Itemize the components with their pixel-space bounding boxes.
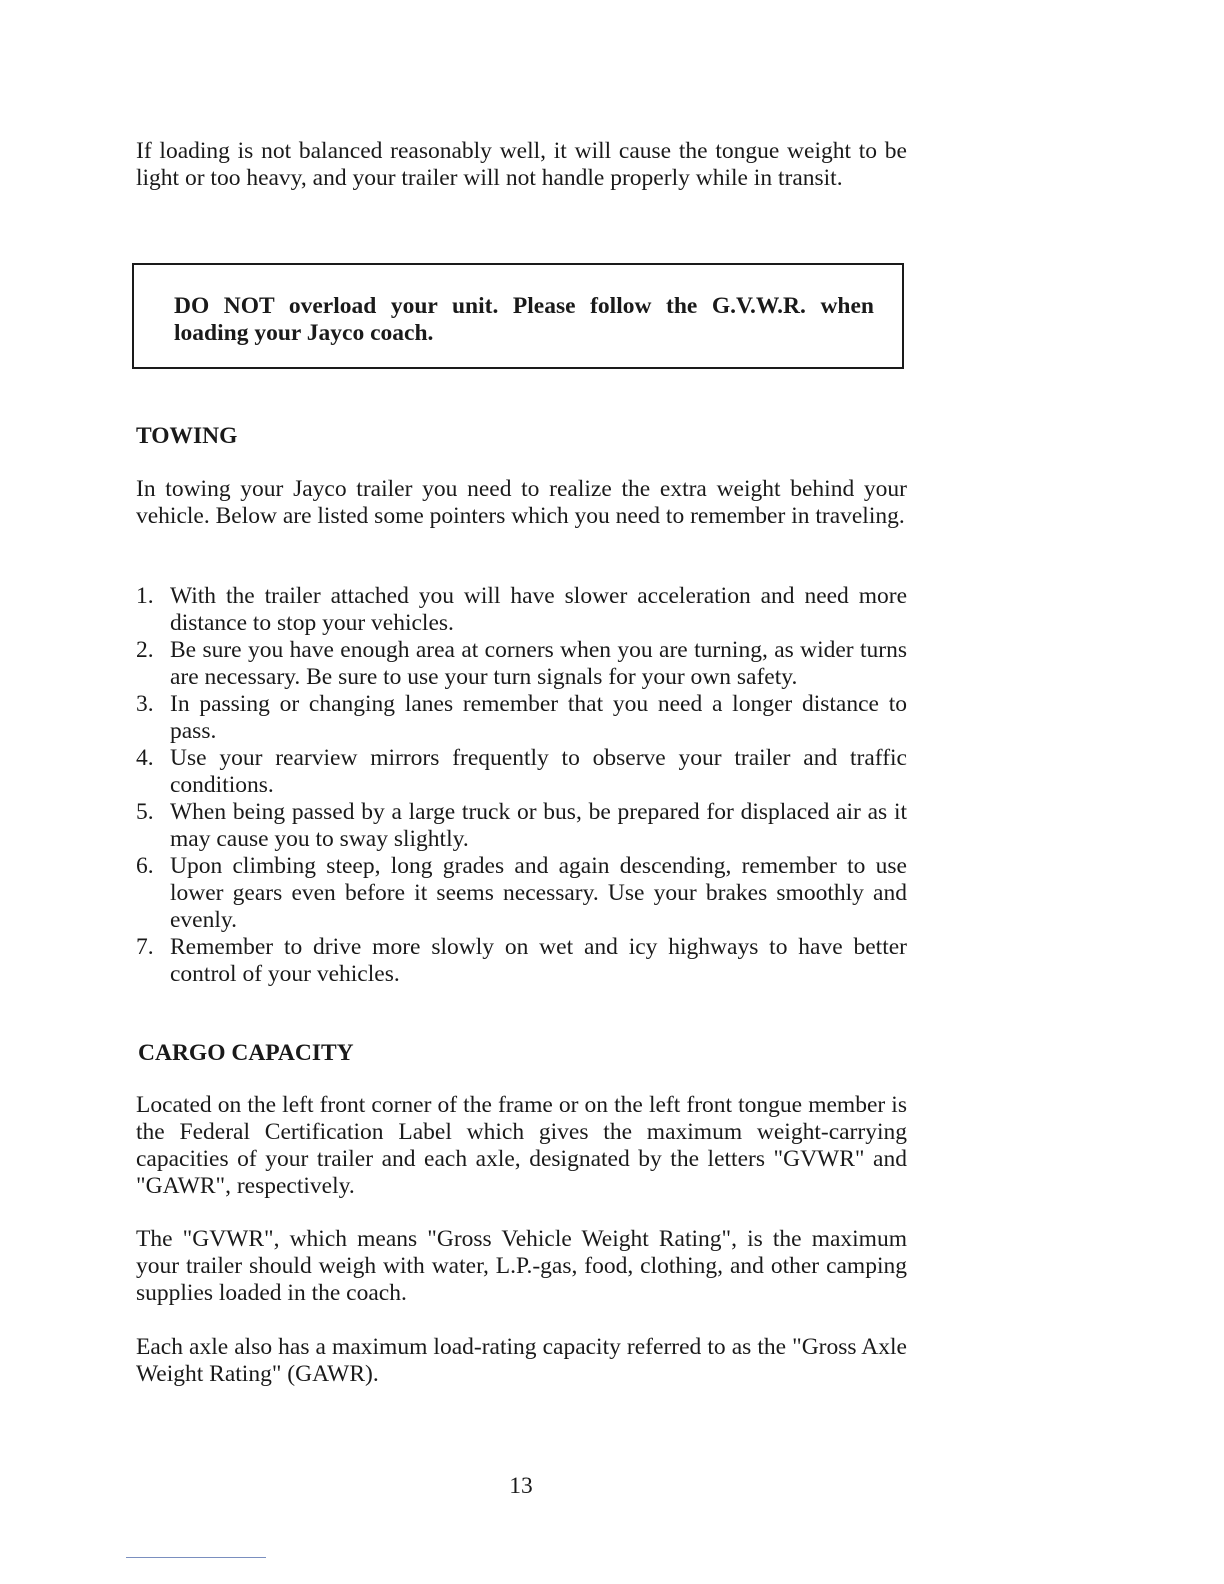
footer-rule <box>126 1557 266 1558</box>
list-item-text: When being passed by a large truck or bus, be prepared for displaced air as it may cause you to sway slightly. <box>170 799 907 852</box>
cargo-paragraph-3: Each axle also has a maximum load-rating capacity referred to as the "Gross Axle Weight Rating" (GAWR). <box>136 1334 907 1387</box>
list-item <box>136 691 907 745</box>
towing-points-list <box>136 583 907 988</box>
list-item-number: 4. <box>136 745 154 771</box>
list-item-number: 6. <box>136 853 154 879</box>
list-item-number: 2. <box>136 637 154 663</box>
list-item-number: 7. <box>136 934 154 960</box>
list-item-text: Upon climbing steep, long grades and again descending, remember to use lower gears even before it seems necessary. Use your brakes smoothly and evenly. <box>170 853 907 933</box>
list-item-number: 1. <box>136 583 154 609</box>
list-item-text: In passing or changing lanes remember that you need a longer distance to pass. <box>170 691 907 744</box>
cargo-capacity-heading: CARGO CAPACITY <box>138 1040 354 1066</box>
list-item <box>136 745 907 799</box>
list-item <box>136 637 907 691</box>
list-item-number: 3. <box>136 691 154 717</box>
overload-warning-text: DO NOT overload your unit. Please follow the G.V.W.R. when loading your Jayco coach. <box>174 293 874 346</box>
list-item-number: 5. <box>136 799 154 825</box>
towing-intro: In towing your Jayco trailer you need to realize the extra weight behind your vehicle. Below are listed some pointers which you need to remember in traveling. <box>136 476 907 529</box>
list-item <box>136 853 907 934</box>
list-item <box>136 583 907 637</box>
list-item <box>136 934 907 988</box>
overload-warning-box <box>132 263 904 369</box>
list-item-text: With the trailer attached you will have slower acceleration and need more distance to stop your vehicles. <box>170 583 907 636</box>
towing-heading: TOWING <box>136 423 238 449</box>
list-item <box>136 799 907 853</box>
list-item-text: Be sure you have enough area at corners when you are turning, as wider turns are necessary. Be sure to use your turn signals for your own safety. <box>170 637 907 690</box>
cargo-paragraph-2: The "GVWR", which means "Gross Vehicle Weight Rating", is the maximum your trailer should weigh with water, L.P.-gas, food, clothing, and other camping supplies loaded in the coach. <box>136 1226 907 1306</box>
cargo-paragraph-1: Located on the left front corner of the frame or on the left front tongue member is the Federal Certification Label which gives the maximum weight-carrying capacities of your trailer and each axle, designated by the letters "GVWR" and "GAWR", respectively. <box>136 1092 907 1199</box>
list-item-text: Remember to drive more slowly on wet and icy highways to have better control of your vehicles. <box>170 934 907 987</box>
intro-paragraph: If loading is not balanced reasonably well, it will cause the tongue weight to be light or too heavy, and your trailer will not handle properly while in transit. <box>136 138 907 191</box>
page-number: 13 <box>509 1473 533 1499</box>
list-item-text: Use your rearview mirrors frequently to observe your trailer and traffic conditions. <box>170 745 907 798</box>
